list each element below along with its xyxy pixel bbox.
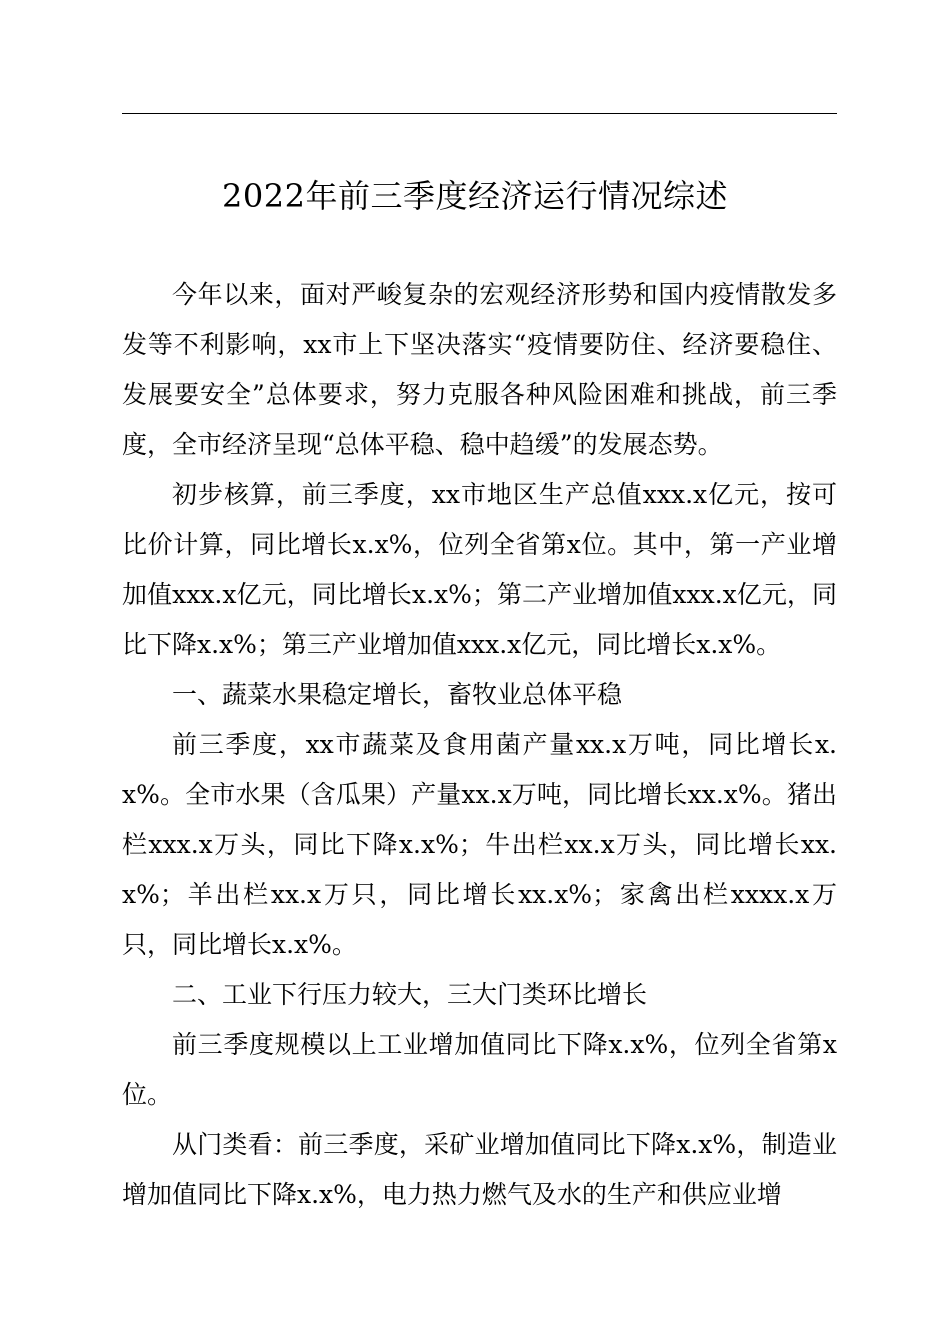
document-body [122,270,837,1220]
header-rule [122,113,837,114]
paragraph-gdp: 初步核算，前三季度，xx市地区生产总值xxx.x亿元，按可比价计算，同比增长x.x%，位列全省第x位。其中，第一产业增加值xxx.x亿元，同比增长x.x%；第二产业增加值xxx.x亿元，同比下降x.x%；第三产业增加值xxx.x亿元，同比增长x.x%。 [122,480,837,659]
paragraph-industry-value: 前三季度规模以上工业增加值同比下降x.x%，位列全省第x位。 [122,1030,837,1109]
section-heading-industry: 二、工业下行压力较大，三大门类环比增长 [172,980,648,1009]
paragraph-agriculture: 前三季度，xx市蔬菜及食用菌产量xx.x万吨，同比增长x.x%。全市水果（含瓜果）产量xx.x万吨，同比增长xx.x%。猪出栏xxx.x万头，同比下降x.x%；牛出栏xx.x万头，同比增长xx.x%；羊出栏xx.x万只，同比增长xx.x%；家禽出栏xxxx.x万只，同比增长x.x%。 [122,730,837,959]
paragraph-intro: 今年以来，面对严峻复杂的宏观经济形势和国内疫情散发多发等不利影响，xx市上下坚决落实“疫情要防住、经济要稳住、发展要安全”总体要求，努力克服各种风险困难和挑战，前三季度，全市经济呈现“总体平稳、稳中趋缓”的发展态势。 [122,280,837,459]
section-heading-agriculture: 一、蔬菜水果稳定增长，畜牧业总体平稳 [172,680,623,709]
document-title: 2022年前三季度经济运行情况综述 [222,177,728,215]
paragraph-industry-categories: 从门类看：前三季度，采矿业增加值同比下降x.x%，制造业增加值同比下降x.x%，电力热力燃气及水的生产和供应业增 [122,1130,837,1209]
